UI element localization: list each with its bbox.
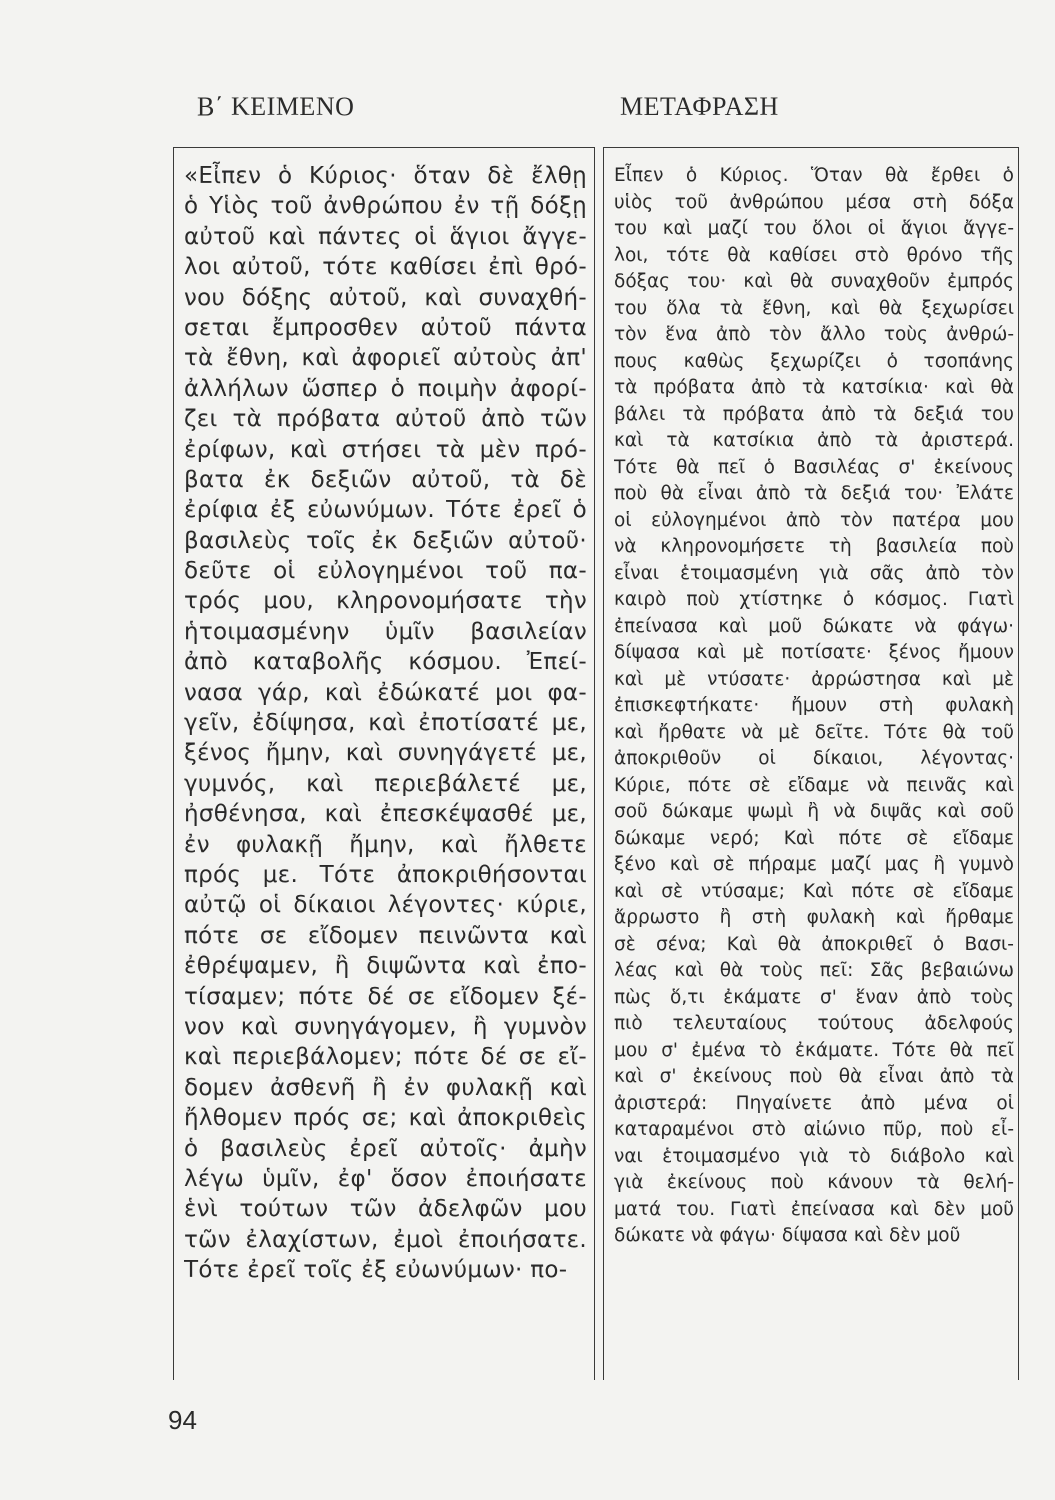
translation-line: ματά του. Γιατὶ ἐπείνασα καὶ δὲν μοῦ: [614, 1198, 1014, 1220]
original-text-line: τρός μου, κληρονομήσατε τὴν: [184, 588, 587, 615]
original-text-line: σεται ἔμπροσθεν αὐτοῦ πάντα: [184, 314, 587, 341]
translation-line: ποὺ θὰ εἶναι ἀπὸ τὰ δεξιά του· Ἐλάτε: [614, 483, 1014, 504]
original-text-line: ἤλθομεν πρός σε; καὶ ἀποκριθεὶς: [184, 1105, 587, 1132]
original-text-line: τίσαμεν; πότε δέ σε εἴδομεν ξέ-: [184, 983, 587, 1010]
translation-line: δώκαμε νερό; Καὶ πότε σὲ εἴδαμε: [614, 827, 1014, 849]
translation-line: νὰ κληρονομήσετε τὴ βασιλεία ποὺ: [614, 536, 1014, 557]
translation-line: εἶναι ἑτοιμασμένη γιὰ σᾶς ἀπὸ τὸν: [614, 562, 1014, 584]
original-text-line: λέγω ὑμῖν, ἐφ' ὅσον ἐποιήσατε: [184, 1165, 587, 1192]
original-text-line: αὐτοῦ καὶ πάντες οἱ ἅγιοι ἄγγε-: [184, 223, 587, 250]
original-text-line: νασα γάρ, καὶ ἐδώκατέ μοι φα-: [184, 679, 587, 706]
original-text-line: λοι αὐτοῦ, τότε καθίσει ἐπὶ θρό-: [184, 254, 587, 281]
translation-line: τὰ πρόβατα ἀπὸ τὰ κατσίκια· καὶ θὰ: [614, 377, 1014, 398]
original-text-line: ἠσθένησα, καὶ ἐπεσκέψασθέ με,: [184, 801, 587, 828]
original-text-lines: [174, 161, 594, 1285]
original-text-line: ἐρίφια ἐξ εὐωνύμων. Τότε ἐρεῖ ὁ: [184, 497, 587, 524]
translation-line: γιὰ ἐκείνους ποὺ κάνουν τὰ θελή-: [614, 1172, 1014, 1193]
translation-line: του ὅλα τὰ ἔθνη, καὶ θὰ ξεχωρίσει: [614, 297, 1014, 319]
translation-line: Εἶπεν ὁ Κύριος. Ὅταν θὰ ἔρθει ὁ: [614, 165, 1014, 186]
original-text-line: Τότε ἐρεῖ τοῖς ἐξ εὐωνύμων· πο-: [184, 1257, 568, 1284]
original-text-line: βατα ἐκ δεξιῶν αὐτοῦ, τὰ δὲ: [184, 466, 587, 493]
original-text-line: ἀπὸ καταβολῆς κόσμου. Ἐπεί-: [184, 649, 587, 676]
translation-line: πιὸ τελευταίους τούτους ἀδελφούς: [614, 1013, 1014, 1034]
original-text-line: ἐρίφων, καὶ στήσει τὰ μὲν πρό-: [184, 436, 587, 463]
original-text-line: ὁ βασιλεὺς ἐρεῖ αὐτοῖς· ἀμὴν: [184, 1135, 587, 1162]
translation-line: ἀποκριθοῦν οἱ δίκαιοι, λέγοντας·: [614, 748, 1014, 769]
translation-line: τὸν ἕνα ἀπὸ τὸν ἄλλο τοὺς ἀνθρώ-: [614, 324, 1014, 345]
original-text-line: πρός με. Τότε ἀποκριθήσονται: [184, 861, 587, 888]
translation-line: πους καθὼς ξεχωρίζει ὁ τσοπάνης: [614, 350, 1014, 372]
translation-line: καὶ σὲ ντύσαμε; Καὶ πότε σὲ εἴδαμε: [614, 880, 1014, 902]
original-text-line: γεῖν, ἐδίψησα, καὶ ἐποτίσατέ με,: [184, 710, 587, 737]
translation-line: καὶ σ' ἐκείνους ποὺ θὰ εἶναι ἀπὸ τὰ: [614, 1066, 1014, 1087]
original-text-line: αὐτῷ οἱ δίκαιοι λέγοντες· κύριε,: [184, 892, 587, 919]
original-text-line: νον καὶ συνηγάγομεν, ἢ γυμνὸν: [184, 1013, 587, 1040]
translation-line: δόξας του· καὶ θὰ συναχθοῦν ἐμπρός: [614, 271, 1014, 292]
translation-line: Κύριε, πότε σὲ εἴδαμε νὰ πεινᾶς καὶ: [614, 774, 1014, 796]
translation-line: πὼς ὅ,τι ἐκάματε σ' ἕναν ἀπὸ τοὺς: [614, 986, 1014, 1008]
original-text-line: νου δόξης αὐτοῦ, καὶ συναχθή-: [184, 284, 587, 311]
original-text-line: ἐθρέψαμεν, ἢ διψῶντα καὶ ἐπο-: [184, 953, 587, 980]
original-text-heading: Β΄ ΚΕΙΜΕΝΟ: [197, 92, 355, 121]
original-text-line: ξένος ἤμην, καὶ συνηγάγετέ με,: [184, 740, 587, 767]
translation-heading: ΜΕΤΑΦΡΑΣΗ: [620, 92, 779, 121]
translation-line: σοῦ δώκαμε ψωμὶ ἢ νὰ διψᾶς καὶ σοῦ: [614, 801, 1014, 822]
translation-line: ἐπισκεφτήκατε· ἤμουν στὴ φυλακὴ: [614, 695, 1014, 716]
translation-line: δίψασα καὶ μὲ ποτίσατε· ξένος ἤμουν: [614, 642, 1014, 663]
translation-line: ναι ἑτοιμασμένο γιὰ τὸ διάβολο καὶ: [614, 1145, 1014, 1167]
original-text-line: καὶ περιεβάλομεν; πότε δέ σε εἴ-: [184, 1044, 587, 1071]
original-text-line: ἡτοιμασμένην ὑμῖν βασιλείαν: [184, 618, 587, 645]
original-text-line: τῶν ἐλαχίστων, ἐμοὶ ἐποιήσατε.: [184, 1226, 587, 1253]
translation-column: [603, 147, 1019, 1380]
translation-line: λοι, τότε θὰ καθίσει στὸ θρόνο τῆς: [614, 244, 1014, 266]
page-number: 94: [168, 1405, 197, 1435]
translation-line: καὶ μὲ ντύσατε· ἀρρώστησα καὶ μὲ: [614, 668, 1014, 690]
translation-line: υἱὸς τοῦ ἀνθρώπου μέσα στὴ δόξα: [614, 191, 1014, 213]
translation-line: καὶ ἤρθατε νὰ μὲ δεῖτε. Τότε θὰ τοῦ: [614, 721, 1014, 743]
translation-line: δώκατε νὰ φάγω· δίψασα καὶ δὲν μοῦ: [614, 1225, 961, 1246]
translation-line: ἄρρωστο ἢ στὴ φυλακὴ καὶ ἤρθαμε: [614, 907, 1014, 928]
translation-line: οἱ εὐλογημένοι ἀπὸ τὸν πατέρα μου: [614, 509, 1014, 531]
translation-line: καταραμένοι στὸ αἰώνιο πῦρ, ποὺ εἶ-: [614, 1119, 1014, 1140]
original-text-line: δομεν ἀσθενῆ ἢ ἐν φυλακῇ καὶ: [184, 1074, 587, 1101]
original-text-line: «Εἶπεν ὁ Κύριος· ὅταν δὲ ἔλθῃ: [184, 163, 587, 189]
translation-line: ἀριστερά: Πηγαίνετε ἀπὸ μένα οἱ: [614, 1092, 1014, 1114]
translation-line: καὶ τὰ κατσίκια ἀπὸ τὰ ἀριστερά.: [614, 430, 1014, 451]
translation-line: καιρὸ ποὺ χτίστηκε ὁ κόσμος. Γιατὶ: [614, 589, 1014, 610]
translation-line: σὲ σένα; Καὶ θὰ ἀποκριθεῖ ὁ Βασι-: [614, 933, 1014, 955]
original-text-line: βασιλεὺς τοῖς ἐκ δεξιῶν αὐτοῦ·: [184, 527, 587, 554]
original-text-line: γυμνός, καὶ περιεβάλετέ με,: [184, 770, 587, 797]
translation-line: βάλει τὰ πρόβατα ἀπὸ τὰ δεξιά του: [614, 403, 1014, 425]
original-text-line: πότε σε εἴδομεν πεινῶντα καὶ: [184, 922, 587, 949]
original-text-line: ὁ Υἱὸς τοῦ ἀνθρώπου ἐν τῇ δόξῃ: [184, 193, 587, 220]
translation-line: μου σ' ἐμένα τὸ ἐκάματε. Τότε θὰ πεῖ: [614, 1039, 1014, 1061]
original-text-line: ἀλλήλων ὥσπερ ὁ ποιμὴν ἀφορί-: [184, 375, 587, 402]
translation-lines: [604, 163, 1018, 1250]
translation-line: του καὶ μαζί του ὅλοι οἱ ἅγιοι ἄγγε-: [614, 218, 1014, 239]
translation-line: λέας καὶ θὰ τοὺς πεῖ: Σᾶς βεβαιώνω: [614, 960, 1014, 981]
original-text-line: ἑνὶ τούτων τῶν ἀδελφῶν μου: [184, 1196, 587, 1223]
original-text-line: ζει τὰ πρόβατα αὐτοῦ ἀπὸ τῶν: [184, 406, 587, 433]
original-text-line: ἐν φυλακῇ ἤμην, καὶ ἤλθετε: [184, 831, 587, 858]
original-text-line: δεῦτε οἱ εὐλογημένοι τοῦ πα-: [184, 558, 587, 585]
translation-line: ξένο καὶ σὲ πήραμε μαζί μας ἢ γυμνὸ: [614, 854, 1014, 875]
translation-line: ἐπείνασα καὶ μοῦ δώκατε νὰ φάγω·: [614, 615, 1014, 637]
original-text-column: [173, 147, 595, 1380]
translation-line: Τότε θὰ πεῖ ὁ Βασιλέας σ' ἐκείνους: [614, 456, 1014, 478]
original-text-line: τὰ ἔθνη, καὶ ἀφοριεῖ αὐτοὺς ἀπ': [184, 345, 587, 372]
